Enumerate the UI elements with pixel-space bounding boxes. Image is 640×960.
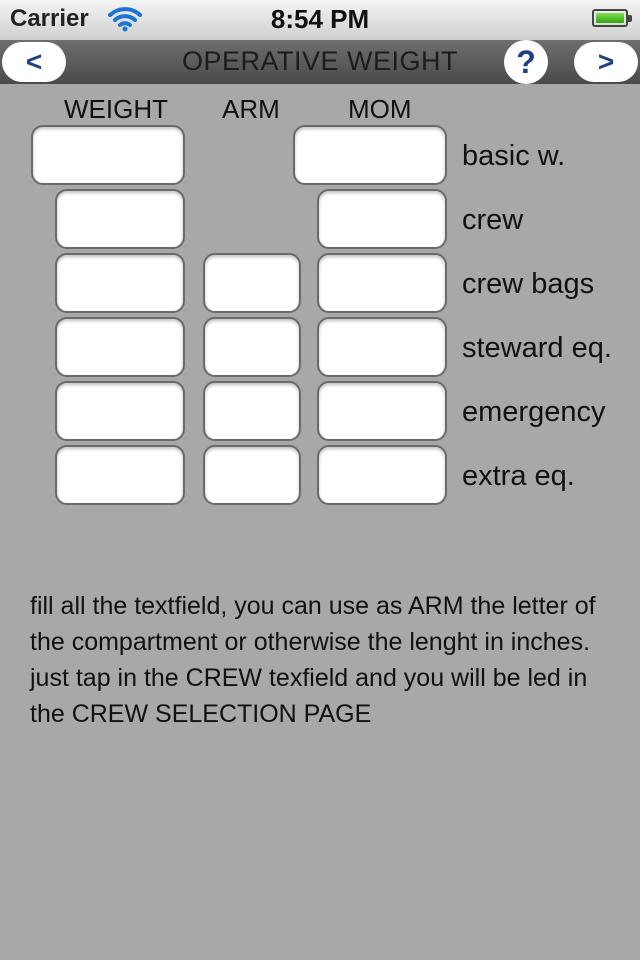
- status-bar: [0, 0, 640, 41]
- crew-bags-mom-field[interactable]: [317, 253, 447, 313]
- row-label-crew: crew: [462, 204, 524, 236]
- row-label-steward-eq: steward eq.: [462, 332, 612, 364]
- carrier-label: Carrier: [10, 5, 89, 32]
- row-label-basic-w: basic w.: [462, 140, 566, 172]
- crew-bags-weight-field[interactable]: [55, 253, 185, 313]
- row-label-emergency: emergency: [462, 396, 606, 428]
- extra-eq-mom-field[interactable]: [317, 445, 447, 505]
- extra-eq-arm-field[interactable]: [203, 445, 301, 505]
- steward-eq-arm-field[interactable]: [203, 317, 301, 377]
- help-button[interactable]: ?: [504, 40, 548, 84]
- basic-weight-field[interactable]: [31, 125, 185, 185]
- column-header-arm: ARM: [222, 94, 280, 124]
- clock: 8:54 PM: [270, 4, 370, 34]
- steward-eq-weight-field[interactable]: [55, 317, 185, 377]
- crew-bags-arm-field[interactable]: [203, 253, 301, 313]
- column-header-mom: MOM: [348, 94, 412, 124]
- instructions-text: [30, 588, 600, 732]
- column-header-weight: WEIGHT: [64, 94, 168, 124]
- crew-weight-field[interactable]: [55, 189, 185, 249]
- back-button[interactable]: <: [2, 42, 66, 82]
- battery-icon: [592, 9, 628, 27]
- steward-eq-mom-field[interactable]: [317, 317, 447, 377]
- extra-eq-weight-field[interactable]: [55, 445, 185, 505]
- next-button[interactable]: >: [574, 42, 638, 82]
- instructions-line-1: fill all the textfield, you can use as ARM the letter of the compartment or otherwise the lenght in inches.: [30, 592, 596, 656]
- emergency-weight-field[interactable]: [55, 381, 185, 441]
- emergency-mom-field[interactable]: [317, 381, 447, 441]
- basic-mom-field[interactable]: [293, 125, 447, 185]
- navigation-bar: [0, 40, 640, 84]
- crew-mom-field[interactable]: [317, 189, 447, 249]
- page-title: OPERATIVE WEIGHT: [181, 46, 459, 76]
- emergency-arm-field[interactable]: [203, 381, 301, 441]
- row-label-crew-bags: crew bags: [462, 268, 595, 300]
- instructions-line-2: just tap in the CREW texfield and you will be led in the CREW SELECTION PAGE: [30, 664, 588, 728]
- row-label-extra-eq: extra eq.: [462, 460, 575, 492]
